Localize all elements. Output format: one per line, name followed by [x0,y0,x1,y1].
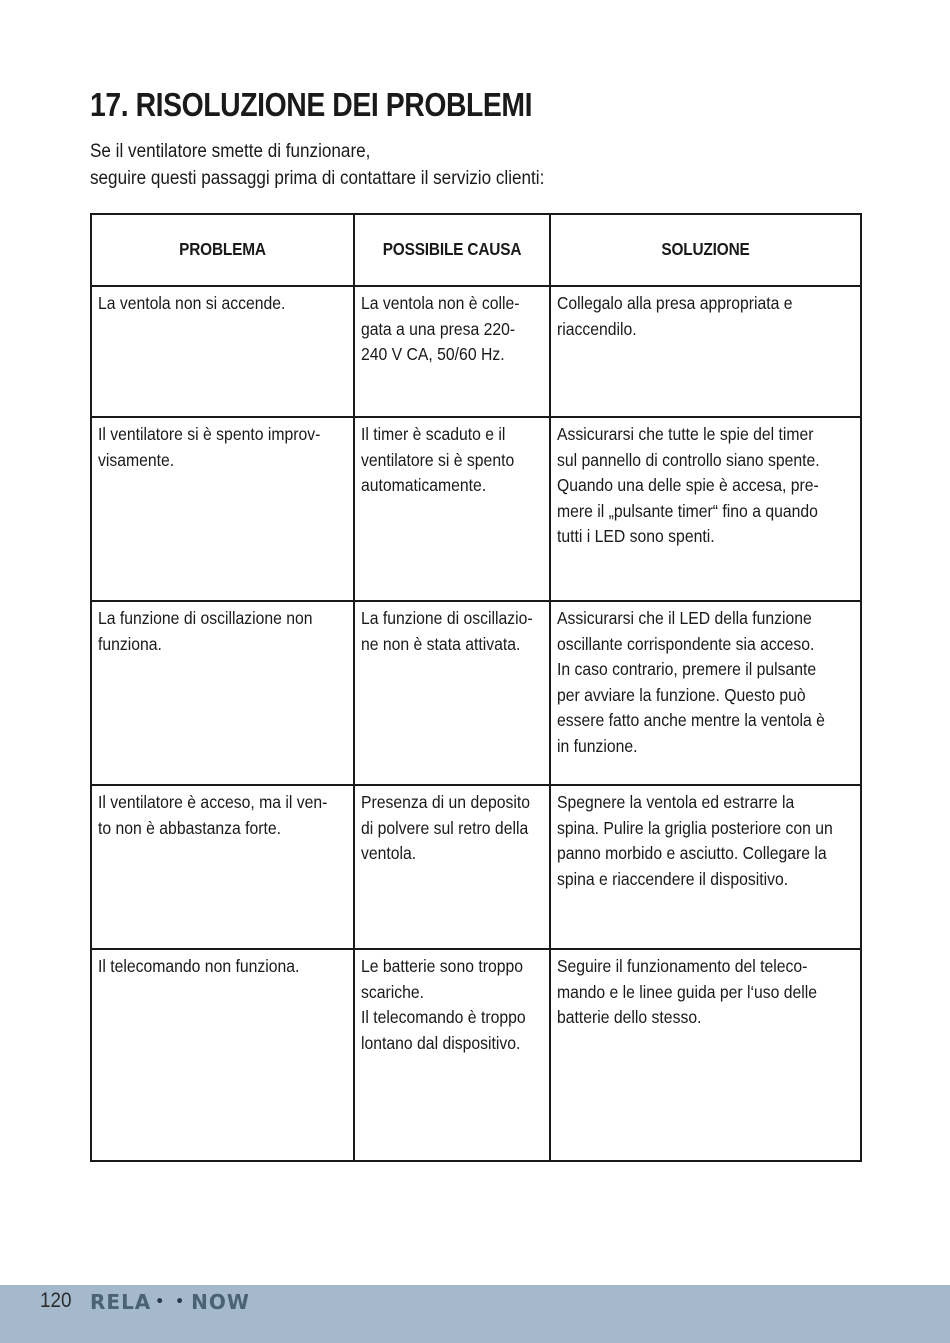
header-solution: SOLUZIONE [550,214,861,286]
problem-cell: Il telecomando non funziona. [91,949,354,1161]
cause-cell: La funzione di oscillazio- ne non è stata attivata. [354,601,550,785]
table-row [91,785,861,949]
brand-logo [90,1290,250,1314]
brand-logo-left: RELA [90,1290,152,1314]
solution-cell: Spegnere la ventola ed estrarre la spina. Pulire la griglia posteriore con un panno morbido e asciutto. Collegare la spina e riaccendere il dispositivo. [550,785,861,949]
solution-cell: Seguire il funzionamento del teleco- mando e le linee guida per l‘uso delle batterie dello stesso. [550,949,861,1161]
header-cause: POSSIBILE CAUSA [354,214,550,286]
solution-cell: Assicurarsi che tutte le spie del timer sul pannello di controllo siano spente. Quando una delle spie è accesa, pre- mere il „pulsante timer“ fino a quando tutti i LED sono spenti. [550,417,861,601]
intro-line-2: seguire questi passaggi prima di contattare il servizio clienti: [90,168,545,189]
brand-logo-dots: • • [155,1294,188,1310]
cause-cell: La ventola non è colle- gata a una presa 220- 240 V CA, 50/60 Hz. [354,286,550,417]
problem-cell: Il ventilatore è acceso, ma il ven- to non è abbastanza forte. [91,785,354,949]
intro-text [90,138,544,192]
intro-line-1: Se il ventilatore smette di funzionare, [90,141,371,162]
cause-cell: Presenza di un deposito di polvere sul retro della ventola. [354,785,550,949]
problem-cell: La ventola non si accende. [91,286,354,417]
solution-cell: Assicurarsi che il LED della funzione oscillante corrispondente sia acceso. In caso contrario, premere il pulsante per avviare la funzione. Questo può essere fatto anche mentre la ventola è in funzione. [550,601,861,785]
table-header-row [91,214,861,286]
table-row [91,949,861,1161]
problem-cell: Il ventilatore si è spento improv- visamente. [91,417,354,601]
cause-cell: Il timer è scaduto e il ventilatore si è spento automaticamente. [354,417,550,601]
page-number: 120 [40,1289,72,1312]
table-row [91,286,861,417]
brand-logo-right: NOW [191,1290,250,1314]
header-problem: PROBLEMA [91,214,354,286]
cause-cell: Le batterie sono troppo scariche. Il telecomando è troppo lontano dal dispositivo. [354,949,550,1161]
solution-cell: Collegalo alla presa appropriata e riaccendilo. [550,286,861,417]
table-row [91,417,861,601]
page-title: 17. RISOLUZIONE DEI PROBLEMI [90,86,533,123]
troubleshooting-table [90,213,862,1162]
problem-cell: La funzione di oscillazione non funziona. [91,601,354,785]
table-row [91,601,861,785]
